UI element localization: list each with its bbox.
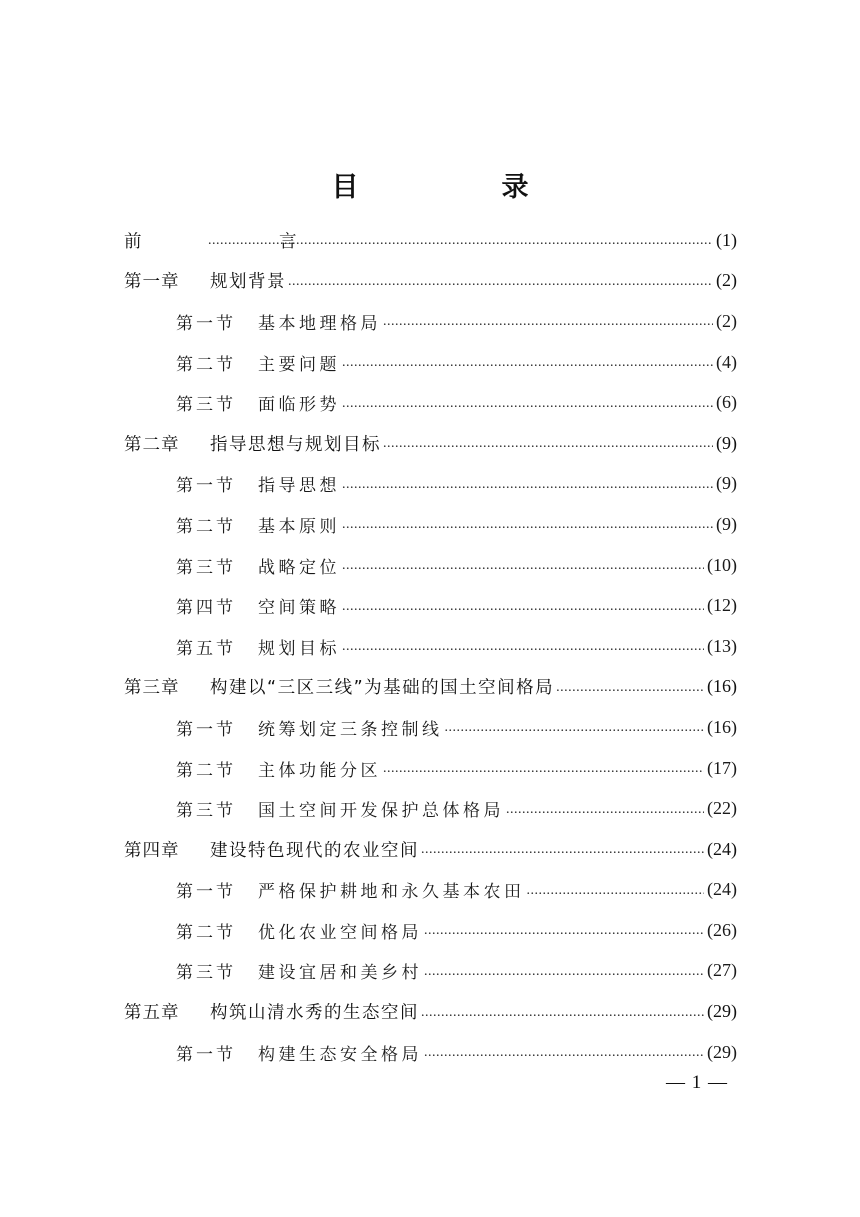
dot-leader <box>383 314 713 330</box>
section-title: 规划目标 <box>258 638 340 659</box>
dot-leader <box>424 964 704 980</box>
dot-leader <box>424 1045 704 1061</box>
section-title: 基本原则 <box>258 516 340 537</box>
chapter-label: 第二章 <box>124 434 180 455</box>
section-title: 面临形势 <box>258 395 340 416</box>
toc-page-number: (27) <box>707 960 737 981</box>
toc-page-number: (22) <box>707 798 737 819</box>
dot-leader <box>342 558 704 574</box>
dot-leader <box>342 599 704 615</box>
toc-section-entry[interactable] <box>0 910 860 951</box>
toc-section-entry[interactable] <box>0 464 860 505</box>
toc-chapter-entry[interactable] <box>0 991 860 1032</box>
dot-leader <box>556 680 704 696</box>
toc-section-entry[interactable] <box>0 951 860 992</box>
toc-page-number: (17) <box>707 757 737 778</box>
toc-section-entry[interactable] <box>0 748 860 789</box>
dot-leader <box>424 923 704 939</box>
section-label: 第二节 <box>176 922 236 943</box>
toc-section-entry[interactable] <box>0 707 860 748</box>
toc-page-number: (24) <box>707 879 737 900</box>
toc-section-entry[interactable] <box>0 870 860 911</box>
toc-page-number: (10) <box>707 554 737 575</box>
section-title: 建设宜居和美乡村 <box>258 963 422 984</box>
dot-leader <box>383 436 713 452</box>
toc-page-number: (2) <box>716 310 737 331</box>
chapter-label: 第三章 <box>124 678 180 699</box>
dot-leader <box>383 761 704 777</box>
dot-leader <box>421 842 704 858</box>
toc-page-number: (4) <box>716 351 737 372</box>
chapter-title: 构筑山清水秀的生态空间 <box>210 1003 419 1024</box>
toc-page-number: (9) <box>716 473 737 494</box>
section-title: 严格保护耕地和永久基本农田 <box>258 882 525 903</box>
section-label: 第三节 <box>176 801 236 822</box>
chapter-label: 第一章 <box>124 272 180 293</box>
toc-section-entry[interactable] <box>0 788 860 829</box>
dot-leader <box>208 233 713 249</box>
section-title: 空间策略 <box>258 598 340 619</box>
dot-leader <box>342 396 713 412</box>
toc-page-number: (24) <box>707 838 737 859</box>
section-label: 第一节 <box>176 313 236 334</box>
section-title: 基本地理格局 <box>258 313 381 334</box>
section-title: 优化农业空间格局 <box>258 922 422 943</box>
toc-page-number: (9) <box>716 513 737 534</box>
toc-chapter-entry[interactable] <box>0 261 860 302</box>
toc-section-entry[interactable] <box>0 504 860 545</box>
toc-page-number: (16) <box>707 716 737 737</box>
dot-leader <box>342 639 704 655</box>
section-label: 第四节 <box>176 598 236 619</box>
section-title: 构建生态安全格局 <box>258 1044 422 1065</box>
chapter-title: 指导思想与规划目标 <box>210 434 381 455</box>
section-label: 第二节 <box>176 760 236 781</box>
section-label: 第二节 <box>176 516 236 537</box>
toc-chapter-entry[interactable] <box>0 667 860 708</box>
section-title: 主体功能分区 <box>258 760 381 781</box>
dot-leader <box>342 517 713 533</box>
chapter-title: 构建以“三区三线”为基础的国土空间格局 <box>210 678 555 699</box>
section-label: 第三节 <box>176 963 236 984</box>
dot-leader <box>288 274 713 290</box>
section-title: 国土空间开发保护总体格局 <box>258 801 504 822</box>
section-label: 第二节 <box>176 354 236 375</box>
toc-chapter-entry[interactable] <box>0 220 860 261</box>
section-title: 战略定位 <box>258 557 340 578</box>
dot-leader <box>342 355 713 371</box>
toc-chapter-entry[interactable] <box>0 423 860 464</box>
dot-leader <box>506 802 704 818</box>
dot-leader <box>342 477 713 493</box>
toc-page-number: (1) <box>716 229 737 250</box>
toc-chapter-entry[interactable] <box>0 829 860 870</box>
page-number-footer: — 1 — <box>666 1072 728 1093</box>
toc-page-number: (6) <box>716 392 737 413</box>
dot-leader <box>445 720 705 736</box>
section-title: 主要问题 <box>258 354 340 375</box>
table-of-contents <box>0 220 860 1072</box>
toc-page-number: (13) <box>707 635 737 656</box>
toc-page-number: (2) <box>716 270 737 291</box>
section-title: 指导思想 <box>258 476 340 497</box>
chapter-label: 第四章 <box>124 840 180 861</box>
chapter-title: 建设特色现代的农业空间 <box>210 840 419 861</box>
page-title: 目 录 <box>331 172 587 203</box>
toc-page-number: (26) <box>707 919 737 940</box>
toc-page-number: (29) <box>707 1041 737 1062</box>
chapter-label: 第五章 <box>124 1003 180 1024</box>
toc-section-entry[interactable] <box>0 1032 860 1073</box>
chapter-label: 前 言 <box>124 231 357 252</box>
chapter-title: 规划背景 <box>210 272 286 293</box>
section-label: 第一节 <box>176 1044 236 1065</box>
dot-leader <box>421 1005 704 1021</box>
section-label: 第三节 <box>176 395 236 416</box>
section-label: 第一节 <box>176 882 236 903</box>
toc-section-entry[interactable] <box>0 626 860 667</box>
toc-section-entry[interactable] <box>0 301 860 342</box>
toc-page-number: (12) <box>707 595 737 616</box>
toc-section-entry[interactable] <box>0 545 860 586</box>
section-label: 第五节 <box>176 638 236 659</box>
section-label: 第一节 <box>176 719 236 740</box>
section-title: 统筹划定三条控制线 <box>258 719 443 740</box>
section-label: 第三节 <box>176 557 236 578</box>
toc-page-number: (16) <box>707 676 737 697</box>
toc-page-number: (29) <box>707 1001 737 1022</box>
dot-leader <box>527 883 705 899</box>
section-label: 第一节 <box>176 476 236 497</box>
toc-section-entry[interactable] <box>0 342 860 383</box>
toc-page-number: (9) <box>716 432 737 453</box>
toc-section-entry[interactable] <box>0 585 860 626</box>
toc-section-entry[interactable] <box>0 382 860 423</box>
